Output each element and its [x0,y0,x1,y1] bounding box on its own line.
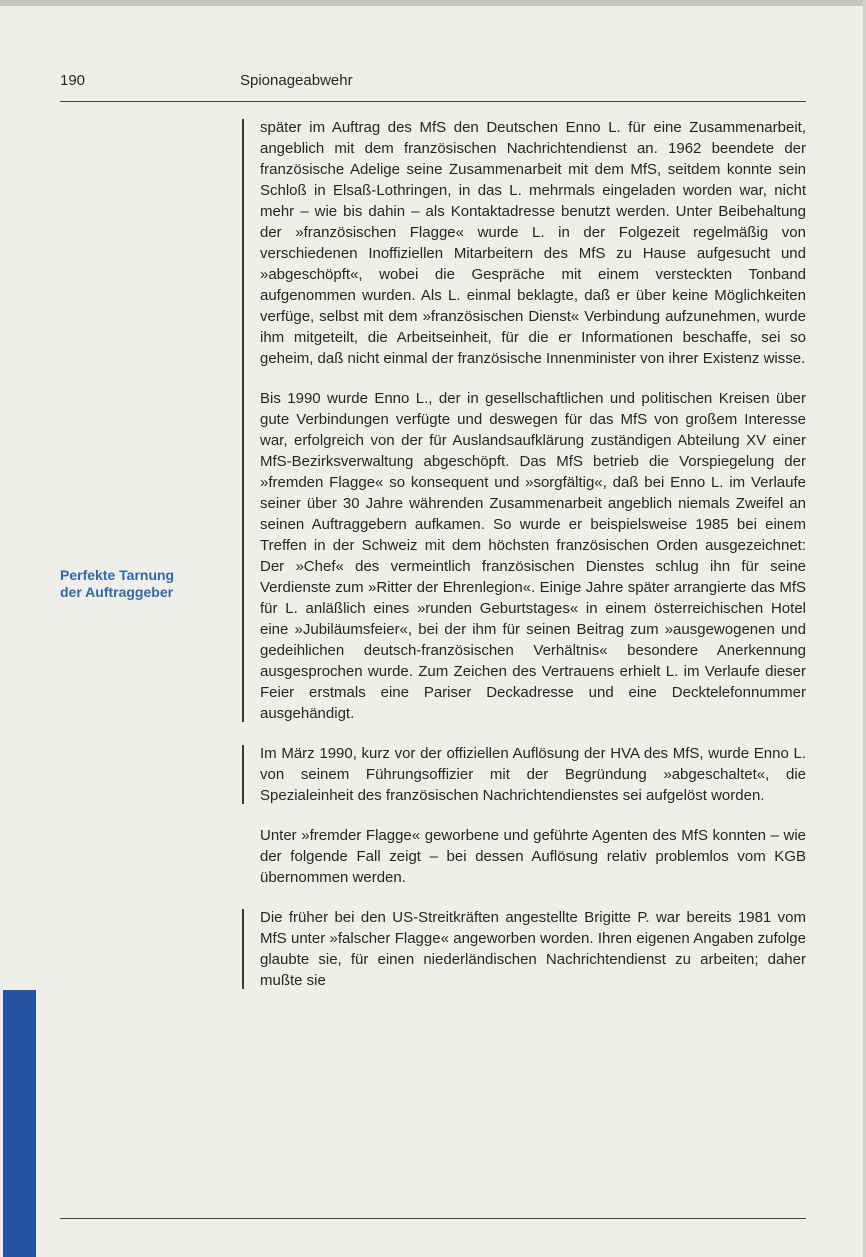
margin-note-line-1: Perfekte Tarnung [60,567,175,583]
body-text [260,117,806,991]
case-block-2 [260,743,806,806]
running-title: Spionageabwehr [240,72,353,89]
paragraph-5: Die früher bei den US-Streitkräften angestellte Brigitte P. war bereits 1981 vom MfS unter »falscher Flagge« angeworben worden. Ihren eigenen Angaben zufolge glaubte sie, für einen niederländischen Nachrichtendienst zu arbeiten; daher mußte sie [260,909,806,989]
page-header [60,72,806,96]
case-marker-bar [242,909,244,989]
paragraph-3: Im März 1990, kurz vor der offiziellen Auflösung der HVA des MfS, wurde Enno L. von seinem Führungsoffizier mit der Begründung »abgeschaltet«, die Spezialeinheit des französischen Nachrichtendienstes sei aufgelöst worden. [260,745,806,804]
page-number: 190 [60,72,86,89]
margin-note [60,567,210,601]
header-rule [60,101,806,102]
footer-rule [60,1218,806,1219]
page-top-edge [0,0,866,6]
case-block-1 [260,117,806,724]
paragraph-4: Unter »fremder Flagge« geworbene und geführte Agenten des MfS konnten – wie der folgende Fall zeigt – bei dessen Auflösung relativ problemlos vom KGB übernommen werden. [260,827,806,886]
paragraph-2: Bis 1990 wurde Enno L., der in gesellschaftlichen und politischen Kreisen über gute Verbindungen verfügte und deswegen für das MfS von großem Interesse war, erfolgreich von der für Auslandsaufklärung zuständigen Abteilung XV einer MfS-Bezirksverwaltung abgeschöpft. Das MfS betrieb die Vorspiegelung der »fremden Flagge« so konsequent und »sorgfältig«, daß bei Enno L. im Verlaufe seiner über 30 Jahre währenden Zusammenarbeit angeblich niemals Zweifel an seinen Auftraggebern aufkamen. So wurde er beispielsweise 1985 bei einem Treffen in der Schweiz mit dem höchsten französischen Orden ausgezeichnet: Der »Chef« des vermeintlich französischen Dienstes schlug ihn für seine Verdienste zum »Ritter der Ehrenlegion«. Einige Jahre später arrangierte das MfS für L. anläßlich eines »runden Geburtstages« in einem österreichischen Hotel eine »Jubiläumsfeier«, bei der ihm für seinen Beitrag zum »ausgewogenen und gedeihlichen deutsch-französischen Verhältnis« besondere Anerkennung ausgesprochen wurde. Zum Zeichen des Vertrauens erhielt L. im Verlaufe dieser Feier erstmals eine Pariser Deckadresse und eine Decktelefonnummer ausgehändigt. [260,390,806,722]
case-marker-bar [242,745,244,804]
case-marker-bar [242,119,244,722]
paragraph-1: später im Auftrag des MfS den Deutschen Enno L. für eine Zusammenarbeit, angeblich mit dem französischen Nachrichtendienst an. 1962 beendete der französische Adelige seine Zusammenarbeit mit dem MfS, seitdem konnte sein Schloß in Elsaß-Lothringen, in das L. mehrmals eingeladen worden war, nicht mehr – wie bis dahin – als Kontaktadresse benutzt werden. Unter Beibehaltung der »französischen Flagge« wurde L. in der Folgezeit regelmäßig von verschiedenen Inoffiziellen Mitarbeitern des MfS zu Hause aufgesucht und »abgeschöpft«, wobei die Gespräche mit einem versteckten Tonband aufgenommen wurden. Als L. einmal beklagte, daß er über keine Möglichkeiten verfüge, selbst mit dem »französischen Dienst« Verbindung aufzunehmen, wurde ihm mitgeteilt, die Arbeitseinheit, für die er Informationen beschaffe, sei so geheim, daß nicht einmal der französische Innenminister von ihrer Existenz wisse. [260,119,806,367]
case-block-3 [260,907,806,991]
chapter-side-tab [3,990,36,1257]
margin-note-line-2: der Auftraggeber [60,584,174,600]
